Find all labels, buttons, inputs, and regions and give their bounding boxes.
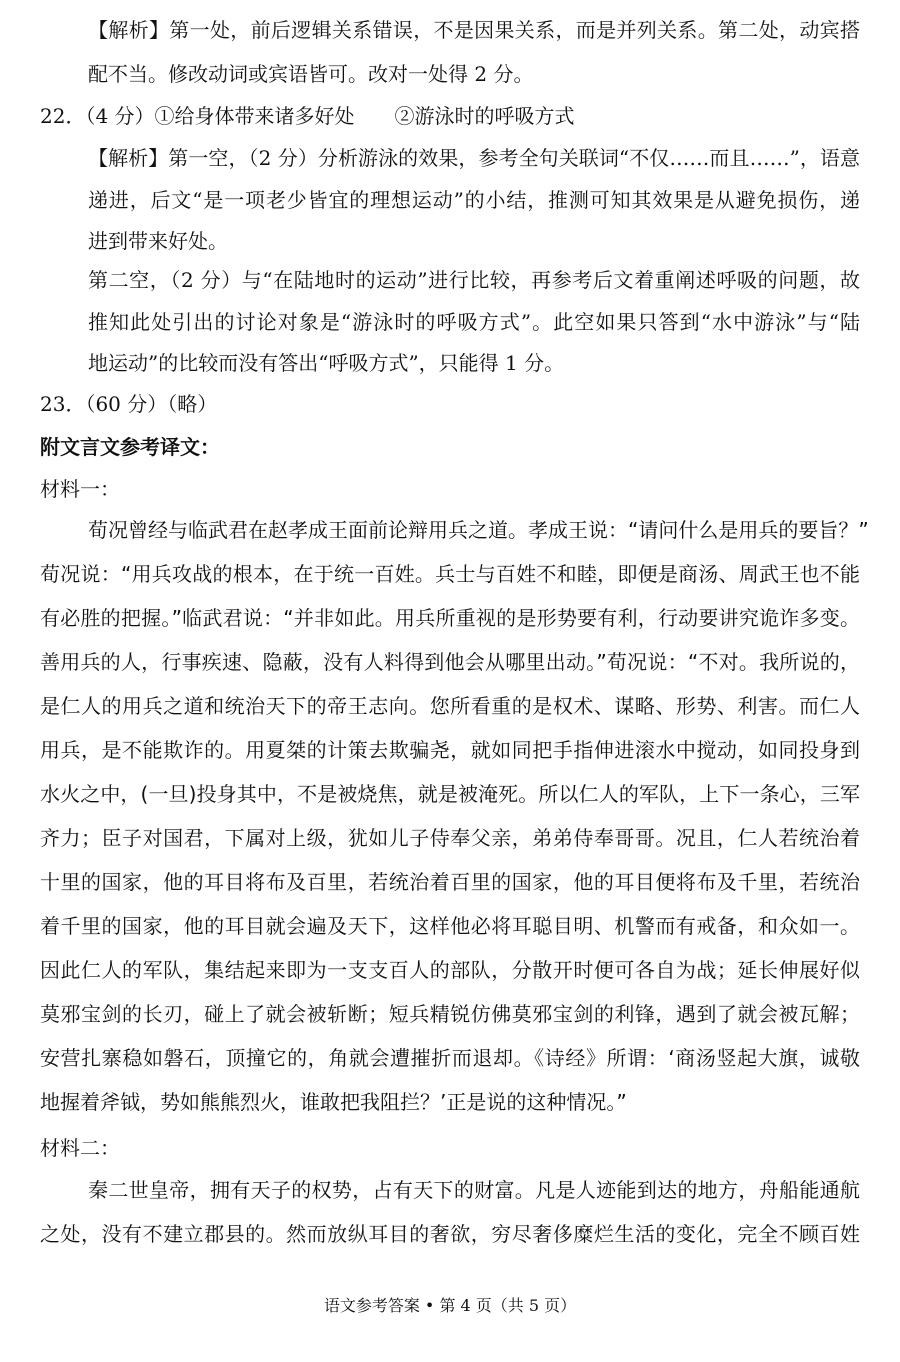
analysis-21-line-1: 【解析】第一处，前后逻辑关系错误，不是因果关系，而是并列关系。第二处，动宾搭 <box>88 18 860 42</box>
translation-1-line-5: 是仁人的用兵之道和统治天下的帝王志向。您所看重的是权术、谋略、形势、利害。而仁人 <box>40 694 860 718</box>
translation-1-line-3: 有必胜的把握。”临武君说：“并非如此。用兵所重视的是形势要有利，行动要讲究诡诈多变。 <box>40 606 860 630</box>
appendix-heading: 附文言文参考译文： <box>40 435 220 459</box>
translation-1-line-12: 莫邪宝剑的长刃，碰上了就会被斩断；短兵精锐仿佛莫邪宝剑的利锋，遇到了就会被瓦解； <box>40 1002 860 1026</box>
analysis-22-line-1: 【解析】第一空，（2 分）分析游泳的效果，参考全句关联词“不仅……而且……”，语意 <box>88 146 860 170</box>
analysis-22-line-3: 进到带来好处。 <box>88 229 228 253</box>
material-1-label: 材料一： <box>40 477 120 501</box>
translation-1-line-8: 齐力；臣子对国君，下属对上级，犹如儿子侍奉父亲，弟弟侍奉哥哥。况且，仁人若统治着 <box>40 826 860 850</box>
translation-1-line-13: 安营扎寨稳如磐石，顶撞它的，角就会遭摧折而退却。《诗经》所谓：‘商汤竖起大旗，诚敬 <box>40 1046 860 1070</box>
translation-1-line-11: 因此仁人的军队，集结起来即为一支支百人的部队，分散开时便可各自为战；延长伸展好似 <box>40 958 860 982</box>
page-footer: 语文参考答案 • 第 4 页（共 5 页） <box>323 1296 577 1315</box>
analysis-21-line-2: 配不当。修改动词或宾语皆可。改对一处得 2 分。 <box>88 62 534 86</box>
question-22-answer: 22．（4 分）①给身体带来诸多好处 ②游泳时的呼吸方式 <box>40 104 575 128</box>
translation-1-line-9: 十里的国家，他的耳目将布及百里，若统治着百里的国家，他的耳目便将布及千里，若统治 <box>40 870 860 894</box>
translation-1-line-14: 地握着斧钺，势如熊熊烈火，谁敢把我阻拦？’正是说的这种情况。” <box>40 1090 627 1114</box>
analysis-22-line-5: 推知此处引出的讨论对象是“游泳时的呼吸方式”。此空如果只答到“水中游泳”与“陆 <box>88 310 860 334</box>
translation-2-line-2: 之处，没有不建立郡县的。然而放纵耳目的奢欲，穷尽奢侈糜烂生活的变化，完全不顾百姓 <box>40 1222 860 1246</box>
question-23-answer: 23．（60 分）（略） <box>40 392 218 416</box>
translation-1-line-1: 荀况曾经与临武君在赵孝成王面前论辩用兵之道。孝成王说：“请问什么是用兵的要旨？” <box>88 518 869 542</box>
analysis-22-line-4: 第二空，（2 分）与“在陆地时的运动”进行比较，再参考后文着重阐述呼吸的问题，故 <box>88 268 860 292</box>
translation-2-line-1: 秦二世皇帝，拥有天子的权势，占有天下的财富。凡是人迹能到达的地方，舟船能通航 <box>88 1178 860 1202</box>
translation-1-line-4: 善用兵的人，行事疾速、隐蔽，没有人料得到他会从哪里出动。”荀况说：“不对。我所说的， <box>40 650 860 674</box>
translation-1-line-2: 荀况说：“用兵攻战的根本，在于统一百姓。兵士与百姓不和睦，即便是商汤、周武王也不能 <box>40 562 860 586</box>
analysis-22-line-2: 递进，后文“是一项老少皆宜的理想运动”的小结，推测可知其效果是从避免损伤，递 <box>88 188 860 212</box>
analysis-22-line-6: 地运动”的比较而没有答出“呼吸方式”，只能得 1 分。 <box>88 351 565 375</box>
translation-1-line-6: 用兵，是不能欺诈的。用夏桀的计策去欺骗尧，就如同把手指伸进滚水中搅动，如同投身到 <box>40 738 860 762</box>
translation-1-line-10: 着千里的国家，他的耳目就会遍及天下，这样他必将耳聪目明、机警而有戒备，和众如一。 <box>40 914 860 938</box>
material-2-label: 材料二： <box>40 1136 120 1160</box>
translation-1-line-7: 水火之中，(一旦)投身其中，不是被烧焦，就是被淹死。所以仁人的军队，上下一条心，三军 <box>40 782 860 806</box>
